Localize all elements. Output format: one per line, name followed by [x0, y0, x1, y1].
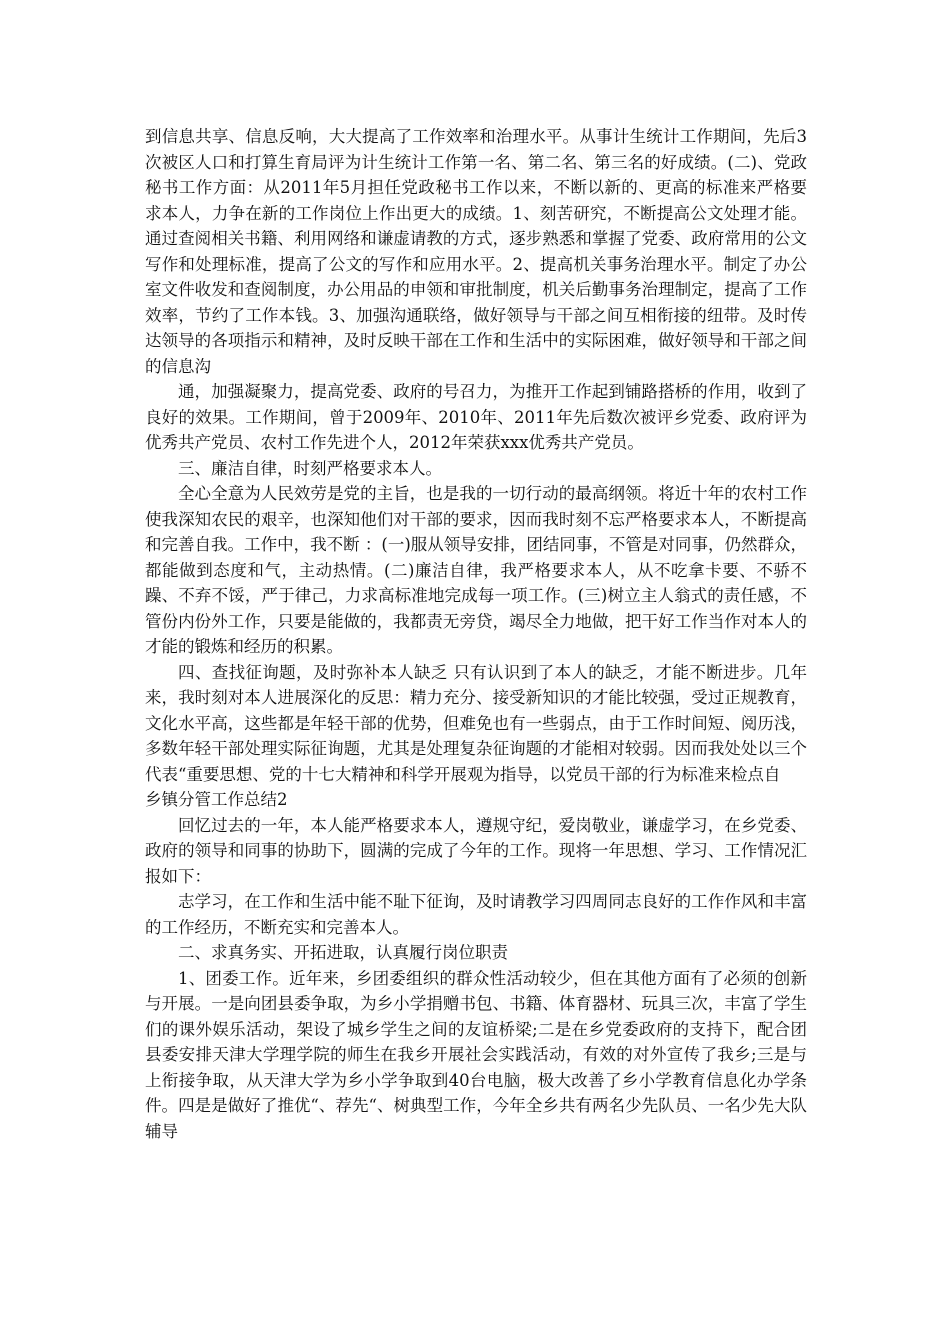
paragraph-5: 四、查找征询题，及时弥补本人缺乏 只有认识到了本人的缺乏，才能不断进步。几年来，我时刻对本人进展深化的反思：精力充分、接受新知识的才能比较强，受过正规教育，文化水平高，这些都是年轻干部的优势，但难免也有一些弱点，由于工作时间短、阅历浅，多数年轻干部处理实际征询题，尤其是处理复杂征询题的才能相对较弱。因而我处处以三个代表“重要思想、党的十七大精神和科学开展观为指导，以党员干部的行为标准来检点自: [145, 662, 807, 784]
section-heading-integrity: 三、廉洁自律，时刻严格要求本人。: [178, 458, 442, 478]
paragraph-4: 全心全意为人民效劳是党的主旨，也是我的一切行动的最高纲领。将近十年的农村工作使我深知农民的艰辛，也深知他们对干部的要求，因而我时刻不忘严格要求本人，不断提高和完善自我。工作中，我不断 ：(一)服从领导安排，团结同事，不管是对同事，仍然群众，都能做到态度和气，主动热情。(二)廉洁自律，我严格要求本人，从不吃拿卡要、不骄不躁、不弃不馁，严于律己，力求高标准地完成每一项工作。(三)树立主人翁式的责任感，不管份内份外工作，只要是能做的，我都责无旁贷，竭尽全力地做，把干好工作当作对本人的才能的锻炼和经历的积累。: [145, 484, 807, 656]
section-heading-duties: 二、求真务实、开拓进取，认真履行岗位职责: [178, 943, 508, 962]
document-title: 乡镇分管工作总结2: [145, 790, 288, 809]
paragraph-10: 1、团委工作。近年来，乡团委组织的群众性活动较少，但在其他方面有了必须的创新与开展。一是向团县委争取，为乡小学捐赠书包、书籍、体育器材、玩具三次，丰富了学生们的课外娱乐活动，架设了城乡学生之间的友谊桥梁;二是在乡党委政府的支持下，配合团县委安排天津大学理学院的师生在我乡开展社会实践活动，有效的对外宣传了我乡;三是与上衔接争取，从天津大学为乡小学争取到40台电脑，极大改善了乡小学教育信息化办学条件。四是是做好了推优“、荐先“、树典型工作，今年全乡共有两名少先队员、一名少先大队辅导: [145, 968, 807, 1141]
document-page: [145, 124, 807, 1144]
paragraph-1: 到信息共享、信息反响，大大提高了工作效率和治理水平。从事计生统计工作期间，先后3次被区人口和打算生育局评为计生统计工作第一名、第二名、第三名的好成绩。(二)、党政秘书工作方面：从2011年5月担任党政秘书工作以来，不断以新的、更高的标准来严格要求本人，力争在新的工作岗位上作出更大的成绩。1、刻苦研究，不断提高公文处理才能。通过查阅相关书籍、利用网络和谦虚请教的方式，逐步熟悉和掌握了党委、政府常用的公文写作和处理标准，提高了公文的写作和应用水平。2、提高机关事务治理水平。制定了办公室文件收发和查阅制度，办公用品的申领和审批制度，机关后勤事务治理制定，提高了工作效率，节约了工作本钱。3、加强沟通联络，做好领导与干部之间互相衔接的纽带。及时传达领导的各项指示和精神，及时反映干部在工作和生活中的实际困难，做好领导和干部之间的信息沟: [145, 127, 807, 376]
paragraph-7: 回忆过去的一年，本人能严格要求本人，遵规守纪，爱岗敬业，谦虚学习，在乡党委、政府的领导和同事的协助下，圆满的完成了今年的工作。现将一年思想、学习、工作情况汇报如下：: [145, 815, 807, 886]
paragraph-8: 志学习，在工作和生活中能不耻下征询，及时请教学习四周同志良好的工作作风和丰富的工作经历，不断充实和完善本人。: [145, 892, 807, 937]
paragraph-2: 通，加强凝聚力，提高党委、政府的号召力，为推开工作起到铺路搭桥的作用，收到了良好的效果。工作期间，曾于2009年、2010年、2011年先后数次被评乡党委、政府评为优秀共产党员、农村工作先进个人，2012年荣获xxx优秀共产党员。: [145, 382, 807, 452]
